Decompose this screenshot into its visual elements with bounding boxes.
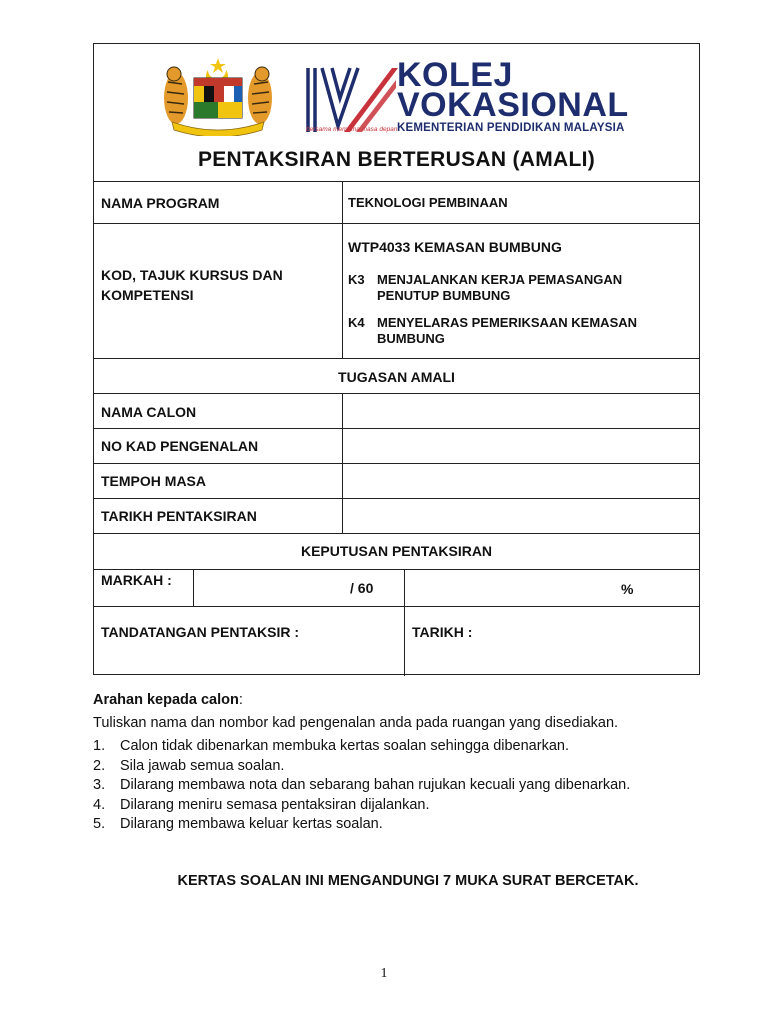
- field-label-no-kad: NO KAD PENGENALAN: [101, 438, 259, 454]
- course-label: KOD, TAJUK KURSUS DAN KOMPETENSI: [101, 267, 283, 303]
- instructions-heading: Arahan kepada calon: [93, 692, 239, 708]
- candidate-instructions: [93, 692, 650, 835]
- field-value-nama-calon[interactable]: [350, 396, 690, 426]
- divider: [94, 223, 699, 224]
- k3-text: MENJALANKAN KERJA PEMASANGAN PENUTUP BUMBUNG: [377, 272, 623, 303]
- divider: [94, 533, 699, 534]
- program-value: TEKNOLOGI PEMBINAAN: [348, 195, 508, 210]
- divider: [94, 606, 699, 607]
- field-value-tarikh-pentaksiran[interactable]: [350, 501, 690, 531]
- signature-label: TANDATANGAN PENTAKSIR :: [101, 624, 300, 640]
- course-code-title: WTP4033 KEMASAN BUMBUNG: [348, 239, 562, 255]
- brand-line-3: KEMENTERIAN PENDIDIKAN MALAYSIA: [397, 122, 625, 134]
- divider: [193, 569, 194, 606]
- kolej-vokasional-wordmark: [397, 56, 629, 135]
- document-title: PENTAKSIRAN BERTERUSAN (AMALI): [197, 148, 596, 171]
- instruction-text: Dilarang membawa nota dan sebarang bahan rujukan kecuali yang dibenarkan.: [120, 777, 631, 793]
- assessment-cover-form: [93, 43, 700, 675]
- signature-date-label: TARIKH :: [412, 624, 473, 640]
- divider: [94, 181, 699, 182]
- field-label-nama-calon: NAMA CALON: [101, 404, 197, 420]
- brand-line-1: KOLEJ: [397, 56, 513, 94]
- divider: [94, 428, 699, 429]
- brand-line-2: VOKASIONAL: [397, 86, 629, 124]
- instructions-intro: Tuliskan nama dan nombor kad pengenalan anda pada ruangan yang disediakan.: [93, 715, 619, 731]
- page-number: 1: [380, 966, 388, 981]
- instruction-text: Calon tidak dibenarkan membuka kertas soalan sehingga dibenarkan.: [120, 738, 569, 754]
- markah-label: MARKAH :: [101, 572, 172, 588]
- divider: [94, 569, 699, 570]
- divider: [94, 498, 699, 499]
- coat-of-arms-icon: [162, 56, 274, 136]
- instructions-list: [93, 737, 650, 835]
- list-item: 2. Sila jawab semua soalan.: [93, 757, 285, 774]
- k3-code: K3: [348, 272, 365, 287]
- divider: [342, 393, 343, 533]
- divider: [404, 569, 405, 676]
- header-logos: [94, 44, 699, 144]
- instruction-text: Dilarang membawa keluar kertas soalan.: [120, 816, 383, 832]
- field-label-tempoh: TEMPOH MASA: [101, 473, 206, 489]
- markah-out-of: / 60: [350, 580, 374, 596]
- divider: [94, 393, 699, 394]
- instructions-heading-line: Arahan kepada calon:: [93, 692, 243, 708]
- list-item: 4. Dilarang meniru semasa pentaksiran dijalankan.: [93, 796, 430, 813]
- divider: [342, 181, 343, 358]
- list-item: 3. Dilarang membawa nota dan sebarang bahan rujukan kecuali yang dibenarkan.: [93, 777, 631, 793]
- k4-code: K4: [348, 315, 365, 330]
- tugasan-heading: TUGASAN AMALI: [338, 369, 455, 385]
- field-value-tempoh[interactable]: [350, 466, 690, 496]
- field-label-tarikh-pentaksiran: TARIKH PENTAKSIRAN: [101, 508, 257, 524]
- program-label: NAMA PROGRAM: [101, 195, 220, 211]
- divider: [94, 358, 699, 359]
- brand-tagline: bersama membina masa depan: [306, 126, 398, 133]
- k4-text: MENYELARAS PEMERIKSAAN KEMASAN BUMBUNG: [377, 315, 638, 346]
- list-item: 1. Calon tidak dibenarkan membuka kertas soalan sehingga dibenarkan.: [93, 738, 569, 754]
- list-item: 5. Dilarang membawa keluar kertas soalan.: [93, 816, 383, 832]
- instruction-text: Dilarang meniru semasa pentaksiran dijalankan.: [120, 796, 430, 813]
- instruction-text: Sila jawab semua soalan.: [120, 757, 285, 774]
- markah-percent: %: [621, 581, 634, 597]
- page-count-note: KERTAS SOALAN INI MENGANDUNGI 7 MUKA SURAT BERCETAK.: [177, 873, 639, 889]
- divider: [94, 463, 699, 464]
- keputusan-heading: KEPUTUSAN PENTAKSIRAN: [300, 543, 493, 559]
- field-value-no-kad[interactable]: [350, 431, 690, 461]
